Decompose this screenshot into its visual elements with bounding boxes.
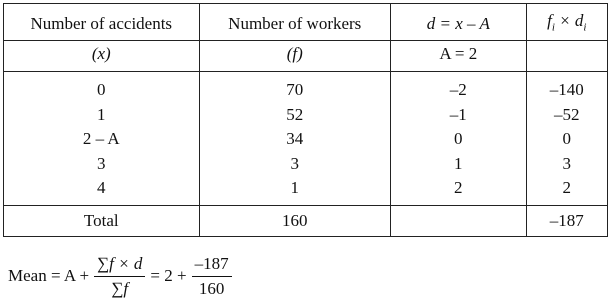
cell-deviation: 1 <box>390 152 526 177</box>
header-accidents-symbol: (x) <box>4 41 200 72</box>
cell-accidents: 0 <box>4 72 200 103</box>
cell-workers: 34 <box>199 127 390 152</box>
cell-fd: –52 <box>526 103 607 128</box>
total-fd: –187 <box>526 205 607 236</box>
cell-accidents: 3 <box>4 152 200 177</box>
mean-formula <box>8 249 237 303</box>
cell-accidents: 1 <box>4 103 200 128</box>
table-row <box>4 152 608 177</box>
formula-middle: = 2 + <box>150 266 187 285</box>
cell-deviation: –1 <box>390 103 526 128</box>
cell-workers: 52 <box>199 103 390 128</box>
table-row <box>4 72 608 103</box>
header-workers: Number of workers <box>199 4 390 41</box>
total-label: Total <box>4 205 200 236</box>
fraction-sum <box>94 254 145 299</box>
table-row <box>4 176 608 205</box>
fraction-values-numerator: –187 <box>192 254 232 277</box>
fraction-values-denominator: 160 <box>198 278 225 298</box>
formula-lhs: Mean = A + <box>8 266 90 285</box>
cell-fd: 2 <box>526 176 607 205</box>
header-fd: $f_i \times d_i$ <box>526 4 607 41</box>
cell-accidents: 4 <box>4 176 200 205</box>
table-row <box>4 103 608 128</box>
cell-fd: 3 <box>526 152 607 177</box>
fraction-values <box>192 254 232 299</box>
table-row <box>4 127 608 152</box>
cell-deviation: 0 <box>390 127 526 152</box>
cell-deviation: 2 <box>390 176 526 205</box>
total-row <box>4 205 608 236</box>
cell-fd: 0 <box>526 127 607 152</box>
fraction-sum-numerator: ∑f × d <box>94 254 145 277</box>
header-deviation: d = x – A <box>390 4 526 41</box>
cell-fd: –140 <box>526 72 607 103</box>
cell-deviation: –2 <box>390 72 526 103</box>
frequency-table <box>3 3 608 237</box>
header-fd-blank <box>526 41 607 72</box>
cell-workers: 1 <box>199 176 390 205</box>
header-assumed-mean: A = 2 <box>390 41 526 72</box>
cell-workers: 3 <box>199 152 390 177</box>
total-deviation <box>390 205 526 236</box>
header-workers-symbol: (f) <box>199 41 390 72</box>
header-accidents: Number of accidents <box>4 4 200 41</box>
cell-workers: 70 <box>199 72 390 103</box>
fraction-sum-denominator: ∑f <box>111 278 129 298</box>
total-workers: 160 <box>199 205 390 236</box>
cell-accidents: 2 – A <box>4 127 200 152</box>
